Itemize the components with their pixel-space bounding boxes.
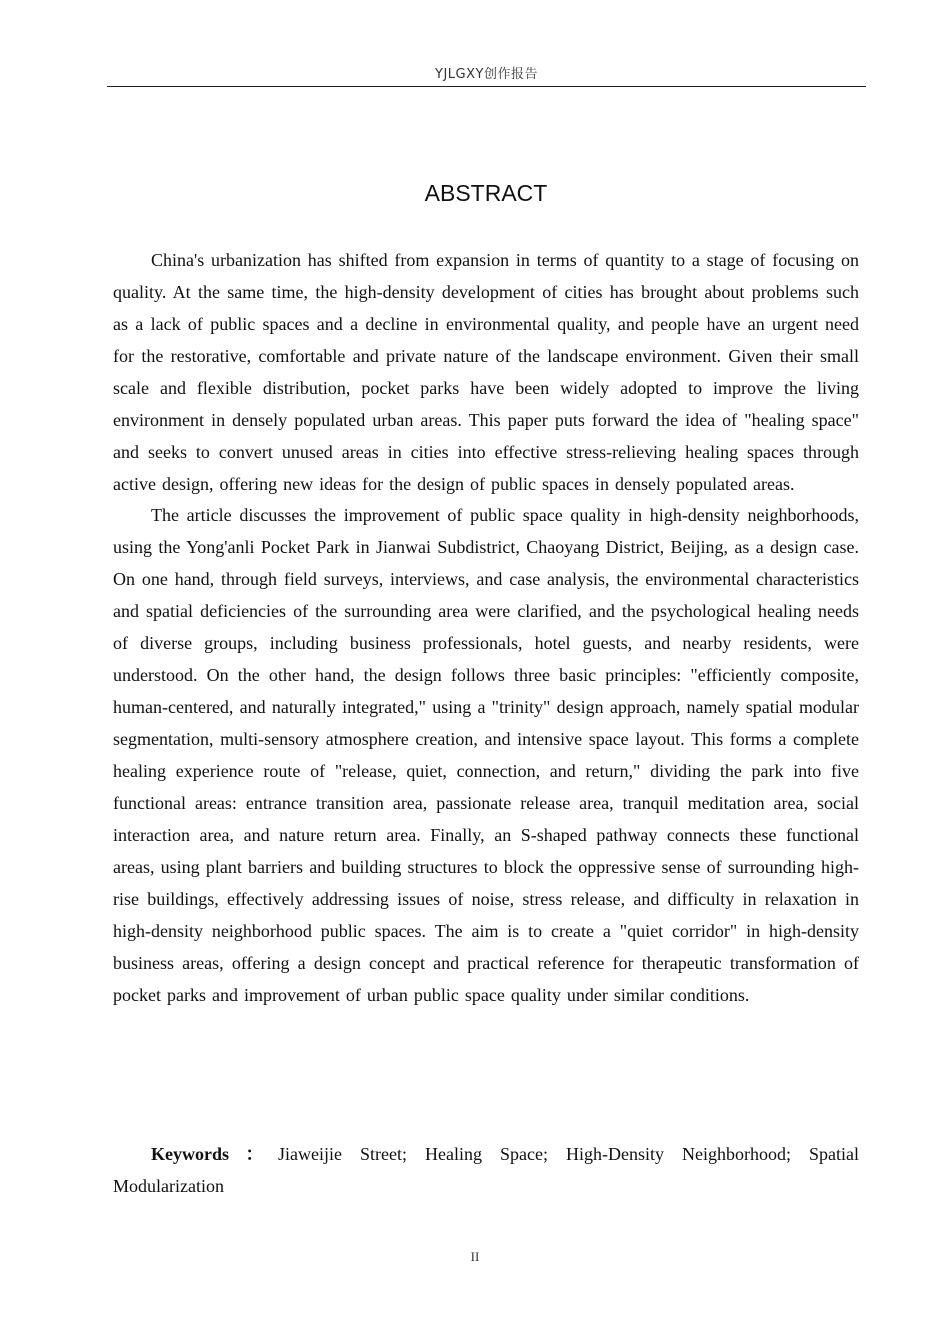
keywords-line	[113, 1138, 859, 1202]
abstract-body	[113, 244, 859, 1011]
abstract-paragraph-1: China's urbanization has shifted from expansion in terms of quantity to a stage of focusing on quality. At the same time, the high-density development of cities has brought about problems such as a lack of public spaces and a decline in environmental quality, and people have an urgent need for the restorative, comfortable and private nature of the landscape environment. Given their small scale and flexible distribution, pocket parks have been widely adopted to improve the living environment in densely populated urban areas. This paper puts forward the idea of "healing space" and seeks to convert unused areas in cities into effective stress-relieving healing spaces through active design, offering new ideas for the design of public spaces in densely populated areas.	[113, 250, 859, 494]
keywords-text: Jiaweijie Street; Healing Space; High-Density Neighborhood; Spatial Modularization	[113, 1144, 859, 1196]
keywords-label: Keywords	[151, 1144, 229, 1164]
abstract-paragraph-2: The article discusses the improvement of public space quality in high-density neighborhoods, using the Yong'anli Pocket Park in Jianwai Subdistrict, Chaoyang District, Beijing, as a design case. On one hand, through field surveys, interviews, and case analysis, the environmental characteristics and spatial deficiencies of the surrounding area were clarified, and the psychological healing needs of diverse groups, including business professionals, hotel guests, and nearby residents, were understood. On the other hand, the design follows three basic principles: "efficiently composite, human-centered, and naturally integrated," using a "trinity" design approach, namely spatial modular segmentation, multi-sensory atmosphere creation, and intensive space layout. This forms a complete healing experience route of "release, quiet, connection, and return," dividing the park into five functional areas: entrance transition area, passionate release area, tranquil meditation area, social interaction area, and nature return area. Finally, an S-shaped pathway connects these functional areas, using plant barriers and building structures to block the oppressive sense of surrounding high-rise buildings, effectively addressing issues of noise, stress release, and difficulty in relaxation in high-density neighborhood public spaces. The aim is to create a "quiet corridor" in high-density business areas, offering a design concept and practical reference for therapeutic transformation of pocket parks and improvement of urban public space quality under similar conditions.	[113, 505, 859, 1005]
page-number: II	[470, 1249, 480, 1264]
header-rule	[107, 86, 866, 87]
keywords-separator: ：	[235, 1144, 275, 1164]
abstract-title: ABSTRACT	[424, 180, 548, 206]
running-header: YJLGXY创作报告	[435, 67, 538, 82]
